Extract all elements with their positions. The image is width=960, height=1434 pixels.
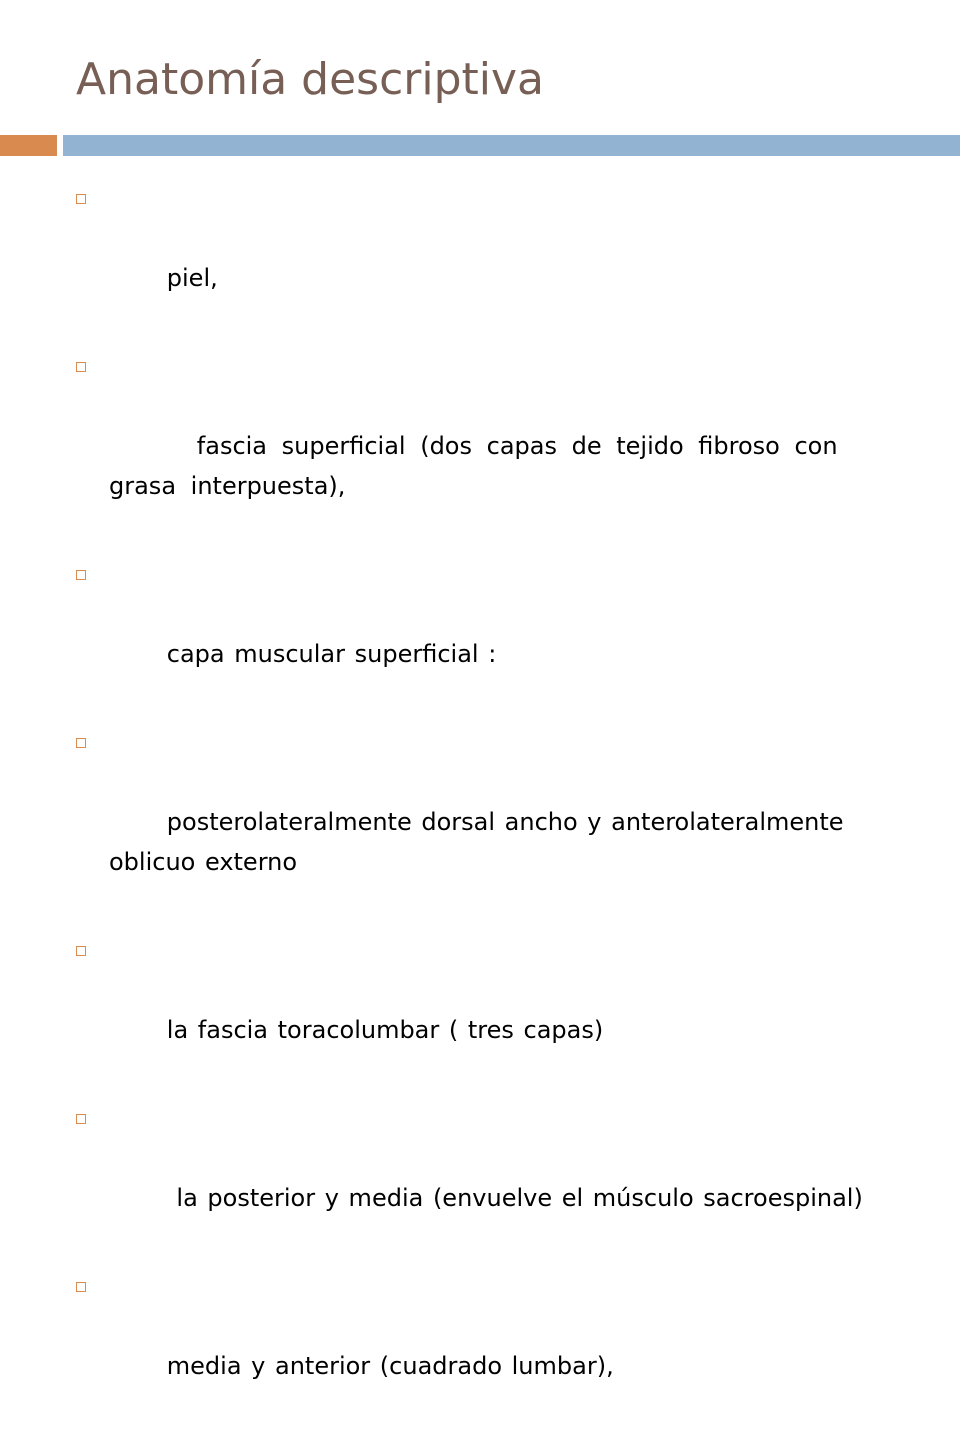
hollow-square-icon	[76, 194, 86, 204]
slide-title: Anatomía descriptiva	[76, 54, 544, 105]
bullet-list	[76, 178, 876, 1434]
list-item	[76, 554, 876, 714]
list-item-text: piel,	[166, 264, 218, 292]
list-item-text: fascia superficial (dos capas de tejido fibroso con grasa interpuesta),	[109, 432, 853, 500]
list-item-text: la fascia toracolumbar ( tres capas)	[166, 1016, 604, 1044]
list-item	[76, 346, 876, 546]
list-item	[76, 178, 876, 338]
hollow-square-icon	[76, 1114, 86, 1124]
hollow-square-icon	[76, 738, 86, 748]
list-item-text: posterolateralmente dorsal ancho y anterolateralmente oblicuo externo	[109, 808, 854, 876]
title-accent-bar	[0, 135, 57, 156]
list-item	[76, 930, 876, 1090]
hollow-square-icon	[76, 362, 86, 372]
hollow-square-icon	[76, 570, 86, 580]
list-item-text: media y anterior (cuadrado lumbar),	[166, 1352, 614, 1380]
list-item-text: capa muscular superficial :	[166, 640, 497, 668]
title-divider-bar	[63, 135, 960, 156]
hollow-square-icon	[76, 1282, 86, 1292]
list-item	[76, 1098, 876, 1258]
list-item-text: la posterior y media (envuelve el músculo sacroespinal)	[166, 1184, 863, 1212]
hollow-square-icon	[76, 946, 86, 956]
list-item	[76, 722, 876, 922]
list-item	[76, 1266, 876, 1426]
